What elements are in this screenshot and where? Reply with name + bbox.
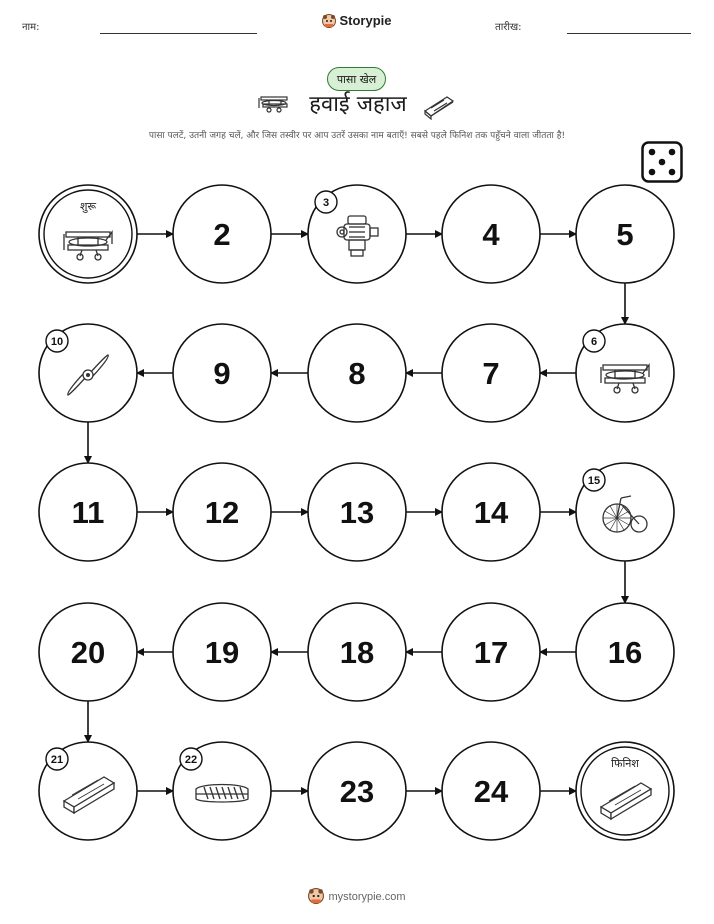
- storypie-logo-icon: [308, 888, 324, 907]
- game-type-badge: पासा खेल: [327, 67, 386, 91]
- square-tag: [315, 191, 337, 213]
- footer-url[interactable]: mystorypie.com: [328, 891, 406, 903]
- date-label: तारीख:: [495, 22, 522, 33]
- square-number: 9: [213, 356, 231, 391]
- square-number: 24: [473, 774, 509, 809]
- instructions: पासा पलटें, उतनी जगह चलें, और जिस तस्वीर पर आप उतरें उसका नाम बताएँ! सबसे पहले फिनिश तक पहुँचने वाला जीतता है!: [148, 131, 566, 141]
- square-number: 8: [348, 356, 366, 391]
- brand-name: Storypie: [339, 13, 392, 28]
- board-square-19: [173, 603, 271, 701]
- square-number: 12: [204, 495, 240, 530]
- tag-number: 22: [184, 754, 198, 766]
- board-square-24: [442, 742, 540, 840]
- square-number: 20: [70, 635, 106, 670]
- square-tag: [583, 330, 605, 352]
- board-square-9: [173, 324, 271, 422]
- square-tag: [583, 469, 605, 491]
- tag-number: 15: [587, 475, 601, 487]
- square-tag: [180, 748, 202, 770]
- board-square-8: [308, 324, 406, 422]
- tag-number: 3: [322, 197, 330, 209]
- footer: [0, 888, 714, 907]
- board-square-25: [576, 742, 674, 840]
- board-square-21: [39, 742, 137, 840]
- board-square-15: [576, 463, 674, 561]
- square-tag: [46, 330, 68, 352]
- square-number: 23: [339, 774, 375, 809]
- board-square-5: [576, 185, 674, 283]
- board-square-13: [308, 463, 406, 561]
- board-square-6: [576, 324, 674, 422]
- page-title: हवाई जहाज: [309, 92, 407, 117]
- tag-number: 10: [50, 336, 64, 348]
- board-square-3: [308, 185, 406, 283]
- square-number: 17: [473, 635, 509, 670]
- square-number: 11: [71, 495, 105, 530]
- square-number: 16: [607, 635, 643, 670]
- board-square-17: [442, 603, 540, 701]
- board-square-12: [173, 463, 271, 561]
- board-square-11: [39, 463, 137, 561]
- board-square-2: [173, 185, 271, 283]
- board-square-7: [442, 324, 540, 422]
- board-square-18: [308, 603, 406, 701]
- board-square-4: [442, 185, 540, 283]
- square-label: फिनिश: [611, 757, 639, 770]
- board-square-16: [576, 603, 674, 701]
- board-square-1: [39, 185, 137, 283]
- tag-number: 6: [590, 336, 598, 348]
- tag-number: 21: [50, 754, 64, 766]
- name-label: नाम:: [22, 22, 40, 33]
- square-number: 7: [482, 356, 500, 391]
- square-number: 4: [482, 217, 500, 252]
- board-square-20: [39, 603, 137, 701]
- board-square-14: [442, 463, 540, 561]
- square-number: 2: [213, 217, 231, 252]
- square-number: 19: [204, 635, 240, 670]
- board-square-23: [308, 742, 406, 840]
- board-square-22: [173, 742, 271, 840]
- square-number: 5: [616, 217, 634, 252]
- square-number: 14: [473, 495, 509, 530]
- square-tag: [46, 748, 68, 770]
- board-square-10: [39, 324, 137, 422]
- square-number: 18: [339, 635, 375, 670]
- square-label: शुरू: [79, 200, 97, 213]
- square-number: 13: [339, 495, 375, 530]
